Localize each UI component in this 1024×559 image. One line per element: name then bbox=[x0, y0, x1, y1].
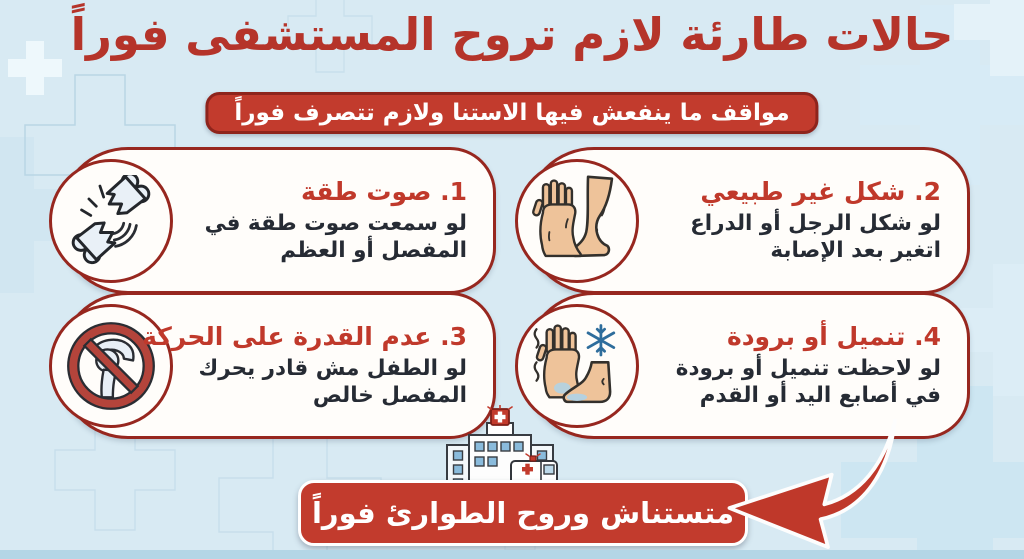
cold-hand-foot-icon bbox=[531, 320, 623, 412]
deformed-limb-icon bbox=[531, 175, 623, 267]
card-text bbox=[651, 321, 941, 409]
subtitle-banner: مواقف ما ينفعش فيها الاستنا ولازم تتصرف فوراً bbox=[205, 92, 818, 134]
page-title: حالات طارئة لازم تروح المستشفى فوراً bbox=[70, 8, 954, 61]
card-body: لو سمعت صوت طقة في المفصل أو العظم bbox=[204, 210, 467, 263]
bottom-strip bbox=[0, 550, 1024, 559]
cta-banner: متستناش وروح الطوارئ فوراً bbox=[298, 480, 748, 546]
card-heading: 3. عدم القدرة على الحركة bbox=[142, 321, 467, 351]
card-popping-sound bbox=[58, 147, 496, 294]
card-body: لو لاحظت تنميل أو برودة في أصابع اليد أو القدم bbox=[675, 355, 941, 408]
card-heading: 2. شكل غير طبيعي bbox=[700, 176, 941, 206]
icon-bubble bbox=[515, 159, 639, 283]
card-body: لو الطفل مش قادر يحرك المفصل خالص bbox=[198, 355, 467, 408]
card-heading: 4. تنميل أو برودة bbox=[726, 321, 941, 351]
snowflake-icon bbox=[588, 325, 614, 354]
card-text bbox=[142, 321, 467, 409]
card-text bbox=[651, 176, 941, 264]
card-body: لو شكل الرجل أو الدراع اتغير بعد الإصابة bbox=[690, 210, 941, 263]
card-heading: 1. صوت طقة bbox=[301, 176, 467, 206]
arrow-left-icon bbox=[722, 415, 908, 550]
broken-bone-icon bbox=[65, 175, 157, 267]
card-abnormal-shape bbox=[524, 147, 970, 294]
card-text bbox=[185, 176, 467, 264]
icon-bubble bbox=[49, 159, 173, 283]
